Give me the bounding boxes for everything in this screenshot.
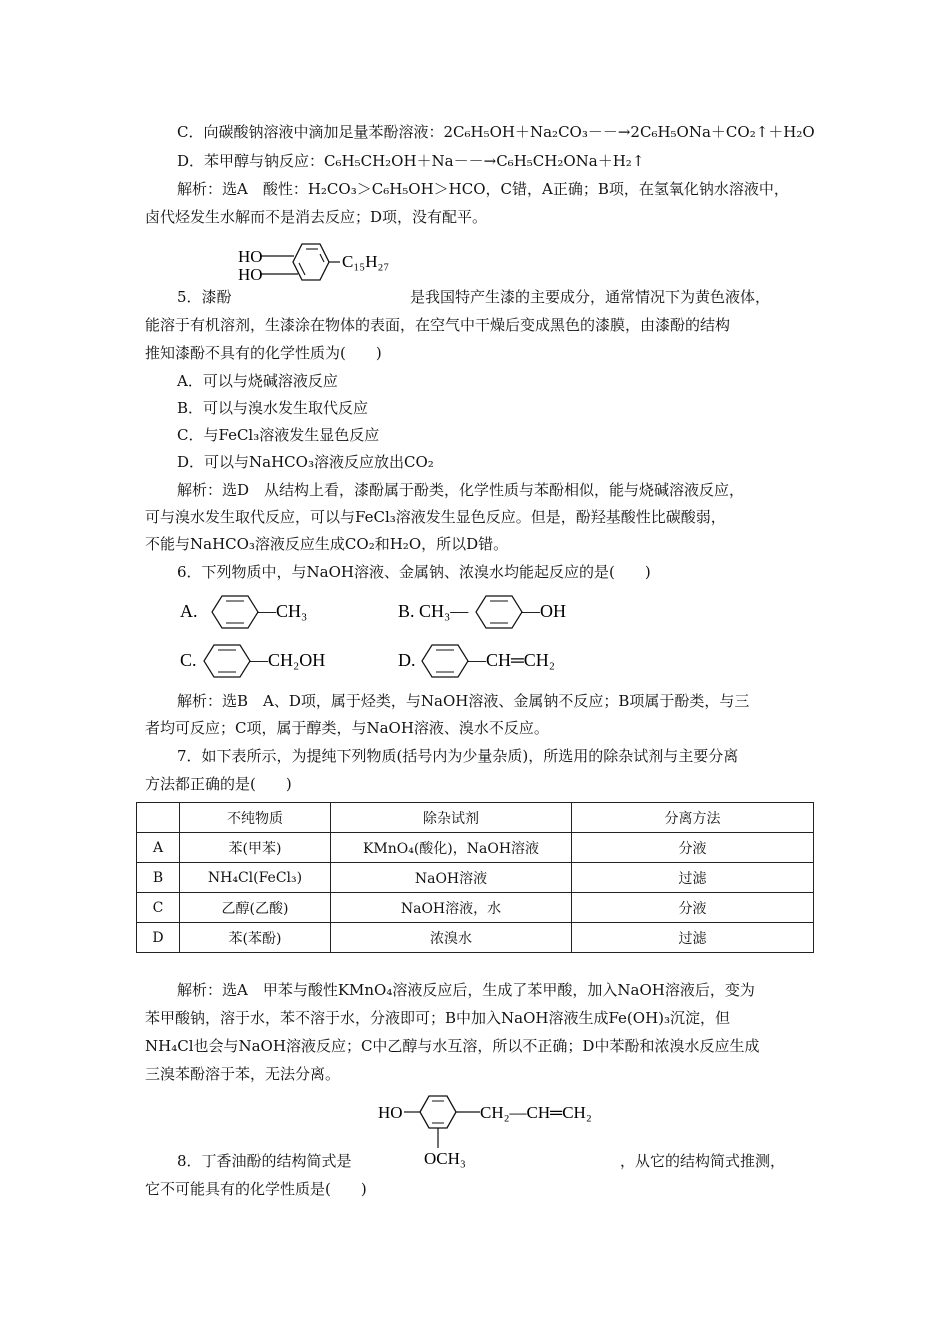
q6-option-c-benzene <box>204 645 250 677</box>
q6-analysis-line-1: 解析：选B A、D项，属于烃类，与NaOH溶液、金属钠不反应；B项属于酚类，与三 <box>177 692 750 710</box>
q5-option-b: B．可以与溴水发生取代反应 <box>177 399 369 417</box>
q4-analysis-line-1: 解析：选A 酸性：H₂CO₃＞C₆H₅OH＞HCO，C错，A正确；B项，在氢氧化钠水溶液中， <box>177 180 789 198</box>
q7-stem-line-2: 方法都正确的是( ) <box>145 775 292 793</box>
table-cell: KMnO₄(酸化)，NaOH溶液 <box>331 833 572 863</box>
q6-option-b-benzene <box>476 596 522 628</box>
urushiol-structure <box>232 236 412 290</box>
table-cell: NaOH溶液 <box>331 863 572 893</box>
eugenol-structure <box>376 1092 626 1172</box>
table-cell: 分液 <box>572 833 814 863</box>
q6-option-b-substituent: —OH <box>522 601 566 621</box>
q6-option-a-benzene <box>212 596 258 628</box>
q7-analysis-line-3: NH₄Cl也会与NaOH溶液反应；C中乙醇与水互溶，所以不正确；D中苯酚和浓溴水反应生成 <box>145 1037 760 1055</box>
q6-option-c-substituent: —CH₂OH <box>250 650 326 670</box>
q5-analysis-line-2: 可与溴水发生取代反应，可以与FeCl₃溶液发生显色反应。但是，酚羟基酸性比碳酸弱， <box>145 508 726 526</box>
table-cell: 乙醇(乙酸) <box>180 893 331 923</box>
q5-analysis-line-1: 解析：选D 从结构上看，漆酚属于酚类，化学性质与苯酚相似，能与烧碱溶液反应， <box>177 481 745 499</box>
q6-option-d-label: D. <box>398 650 416 670</box>
q5-stem-line-2: 能溶于有机溶剂，生漆涂在物体的表面，在空气中干燥后变成黑色的漆膜，由漆酚的结构 <box>145 316 731 334</box>
q5-option-a: A．可以与烧碱溶液反应 <box>177 372 338 390</box>
q4-analysis-line-2: 卤代烃发生水解而不是消去反应；D项，没有配平。 <box>145 208 488 226</box>
eugenol-allyl-chain: CH₂—CH═CH₂ <box>480 1103 592 1122</box>
urushiol-ho-bottom: HO <box>238 265 263 284</box>
table-cell: A <box>137 833 180 863</box>
table-header-row <box>137 803 814 833</box>
q7-stem-line-1: 7．如下表所示，为提纯下列物质(括号内为少量杂质)，所选用的除杂试剂与主要分离 <box>177 747 739 765</box>
q6-options-structures <box>176 588 596 680</box>
q6-option-c-label: C. <box>180 650 197 670</box>
q6-option-a-label: A. <box>180 601 198 621</box>
table-row <box>137 863 814 893</box>
table-header-cell: 分离方法 <box>572 803 814 833</box>
q5-stem-prefix: 5．漆酚 <box>177 288 232 306</box>
q6-option-d-substituent: —CH═CH₂ <box>468 650 556 670</box>
q4-option-d: D．苯甲醇与钠反应：C₆H₅CH₂OH＋Na－－→C₆H₅CH₂ONa＋H₂↑ <box>177 152 645 170</box>
table-cell: 苯(甲苯) <box>180 833 331 863</box>
q6-option-a-substituent: —CH₃ <box>258 601 308 621</box>
urushiol-ho-top: HO <box>238 247 263 266</box>
table-cell: NH₄Cl(FeCl₃) <box>180 863 331 893</box>
q5-option-d: D．可以与NaHCO₃溶液反应放出CO₂ <box>177 453 434 471</box>
table-row <box>137 893 814 923</box>
table-cell: C <box>137 893 180 923</box>
q4-option-c: C．向碳酸钠溶液中滴加足量苯酚溶液：2C₆H₅OH＋Na₂CO₃－－→2C₆H₅ONa＋CO₂↑＋H₂O <box>177 123 815 141</box>
q5-option-c: C．与FeCl₃溶液发生显色反应 <box>177 426 380 444</box>
q6-option-b-label: B. CH₃— <box>398 601 469 621</box>
q7-analysis-line-1: 解析：选A 甲苯与酸性KMnO₄溶液反应后，生成了苯甲酸，加入NaOH溶液后，变为 <box>177 981 755 999</box>
table-cell: 分液 <box>572 893 814 923</box>
q5-stem-line-3: 推知漆酚不具有的化学性质为( ) <box>145 344 382 362</box>
table-cell: 浓溴水 <box>331 923 572 953</box>
table-cell: 过滤 <box>572 923 814 953</box>
q6-analysis-line-2: 者均可反应；C项，属于醇类，与NaOH溶液、溴水不反应。 <box>145 719 549 737</box>
table-header-cell: 不纯物质 <box>180 803 331 833</box>
table-row <box>137 833 814 863</box>
table-cell: B <box>137 863 180 893</box>
q8-stem-prefix: 8．丁香油酚的结构简式是 <box>177 1152 352 1170</box>
table-header-cell: 除杂试剂 <box>331 803 572 833</box>
table-cell: 过滤 <box>572 863 814 893</box>
table-row <box>137 923 814 953</box>
q7-table <box>136 802 814 953</box>
q7-analysis-line-4: 三溴苯酚溶于苯，无法分离。 <box>145 1065 341 1083</box>
q8-stem-suffix: ，从它的结构简式推测， <box>620 1152 786 1170</box>
table-cell: D <box>137 923 180 953</box>
eugenol-och3: OCH₃ <box>424 1149 466 1168</box>
table-cell: NaOH溶液，水 <box>331 893 572 923</box>
q6-stem: 6．下列物质中，与NaOH溶液、金属钠、浓溴水均能起反应的是( ) <box>177 563 651 581</box>
table-cell: 苯(苯酚) <box>180 923 331 953</box>
urushiol-side-chain: C₁₅H₂₇ <box>342 252 390 271</box>
eugenol-ho: HO <box>378 1103 403 1122</box>
q8-stem-line-2: 它不可能具有的化学性质是( ) <box>145 1180 367 1198</box>
q5-analysis-line-3: 不能与NaHCO₃溶液反应生成CO₂和H₂O，所以D错。 <box>145 535 509 553</box>
q5-stem-suffix: 是我国特产生漆的主要成分，通常情况下为黄色液体， <box>410 288 771 306</box>
table-header-cell <box>137 803 180 833</box>
q7-analysis-line-2: 苯甲酸钠，溶于水，苯不溶于水，分液即可；B中加入NaOH溶液生成Fe(OH)₃沉淀，但 <box>145 1009 731 1027</box>
q6-option-d-benzene <box>422 645 468 677</box>
